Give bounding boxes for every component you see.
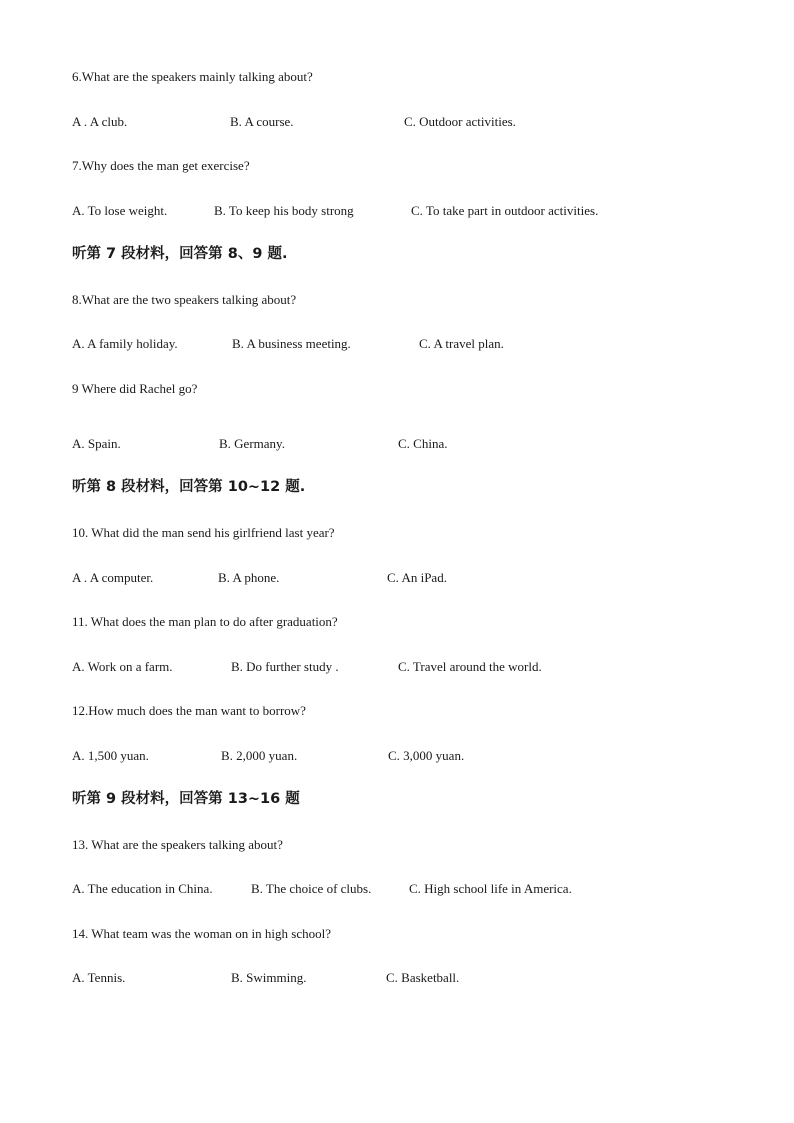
option-a: A. The education in China. xyxy=(72,881,213,896)
option-c: C. China. xyxy=(398,436,448,451)
option-b: B. Do further study . xyxy=(231,659,339,674)
option-c: C. High school life in America. xyxy=(409,881,572,896)
option-c: C. 3,000 yuan. xyxy=(388,748,465,763)
options-13 xyxy=(72,881,732,897)
question-9: 9 Where did Rachel go? xyxy=(72,381,198,396)
option-b: B. 2,000 yuan. xyxy=(221,748,298,763)
option-b: B. Swimming. xyxy=(231,970,307,985)
option-b: B. A course. xyxy=(230,114,294,129)
question-10: 10. What did the man send his girlfriend last year? xyxy=(72,525,335,540)
option-b: B. A phone. xyxy=(218,570,280,585)
option-a: A. Work on a farm. xyxy=(72,659,173,674)
section-heading-7: 听第 7 段材料，回答第 8、9 题. xyxy=(72,246,288,262)
options-6 xyxy=(72,114,732,130)
options-8 xyxy=(72,336,732,352)
option-b: B. To keep his body strong xyxy=(214,203,354,218)
option-b: B. A business meeting. xyxy=(232,336,351,351)
option-a: A. Spain. xyxy=(72,436,121,451)
question-11: 11. What does the man plan to do after graduation? xyxy=(72,614,338,629)
options-11 xyxy=(72,659,732,675)
option-c: C. Basketball. xyxy=(386,970,460,985)
section-heading-9: 听第 9 段材料，回答第 13~16 题 xyxy=(72,791,300,807)
option-a: A. A family holiday. xyxy=(72,336,178,351)
options-10 xyxy=(72,570,732,586)
option-c: C. Outdoor activities. xyxy=(404,114,516,129)
options-14 xyxy=(72,970,732,986)
question-14: 14. What team was the woman on in high school? xyxy=(72,926,331,941)
option-c: C. Travel around the world. xyxy=(398,659,542,674)
options-7 xyxy=(72,203,732,219)
option-c: C. To take part in outdoor activities. xyxy=(411,203,599,218)
question-7: 7.Why does the man get exercise? xyxy=(72,158,250,173)
options-12 xyxy=(72,748,732,764)
option-a: A. Tennis. xyxy=(72,970,126,985)
option-c: C. A travel plan. xyxy=(419,336,504,351)
option-a: A. To lose weight. xyxy=(72,203,168,218)
question-8: 8.What are the two speakers talking about? xyxy=(72,292,297,307)
section-heading-8: 听第 8 段材料，回答第 10~12 题. xyxy=(72,479,306,495)
question-12: 12.How much does the man want to borrow? xyxy=(72,703,306,718)
option-a: A. 1,500 yuan. xyxy=(72,748,149,763)
question-13: 13. What are the speakers talking about? xyxy=(72,837,283,852)
option-b: B. The choice of clubs. xyxy=(251,881,372,896)
option-b: B. Germany. xyxy=(219,436,285,451)
options-9 xyxy=(72,436,732,452)
option-a: A . A club. xyxy=(72,114,128,129)
option-a: A . A computer. xyxy=(72,570,154,585)
question-6: 6.What are the speakers mainly talking about? xyxy=(72,69,313,84)
option-c: C. An iPad. xyxy=(387,570,447,585)
